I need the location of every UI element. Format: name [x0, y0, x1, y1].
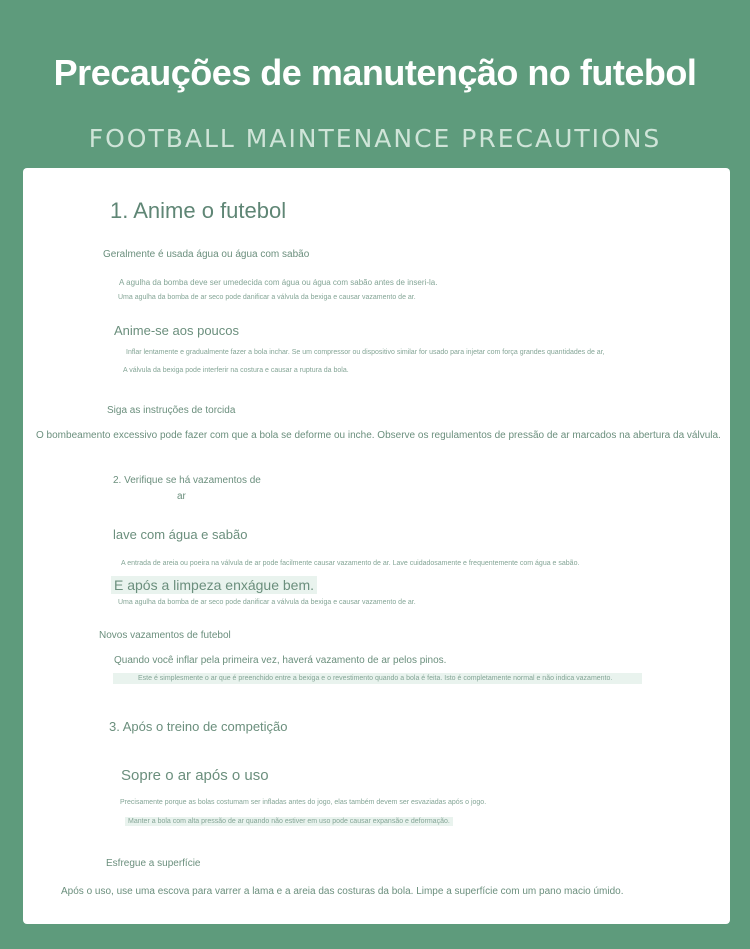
section3-line3: Após o uso, use uma escova para varrer a lama e a areia das costuras da bola. Limpe a superfície com um pano macio úmido.	[61, 886, 624, 897]
section3-heading: 3. Após o treino de competição	[109, 719, 288, 734]
page-subtitle: FOOTBALL MAINTENANCE PRECAUTIONS	[88, 124, 662, 153]
section3-line1: Precisamente porque as bolas costumam ser infladas antes do jogo, elas também devem ser esvaziadas após o jogo.	[120, 799, 487, 806]
section1-sub: Anime-se aos poucos	[114, 323, 240, 338]
section2-line4: Este é simplesmente o ar que é preenchido entre a bexiga e o revestimento quando a bola é feita. Isto é completamente normal e não indica vazamento.	[113, 673, 642, 684]
content-card	[23, 168, 730, 924]
section2-line1: A entrada de areia ou poeira na válvula de ar pode facilmente causar vazamento de ar. Lave cuidadosamente e frequentemente com água e sabão.	[121, 560, 580, 567]
section1-line1: A agulha da bomba deve ser umedecida com água ou água com sabão antes de inseri-la.	[119, 278, 438, 287]
section1-line2: Uma agulha da bomba de ar seco pode danificar a válvula da bexiga e causar vazamento de ar.	[118, 294, 416, 301]
section3-sub: Sopre o ar após o uso	[121, 767, 269, 784]
page-header	[0, 0, 750, 168]
section1-line4: A válvula da bexiga pode interferir na costura e causar a ruptura da bola.	[123, 367, 349, 374]
section1-label-water: Geralmente é usada água ou água com sabão	[103, 249, 310, 260]
section3-label-scrub: Esfregue a superfície	[106, 858, 201, 869]
section2-label-new-leaks: Novos vazamentos de futebol	[99, 630, 231, 641]
page-title: Precauções de manutenção no futebol	[53, 52, 697, 93]
section2-sub-wash: lave com água e sabão	[113, 527, 248, 542]
section2-heading-cont: ar	[177, 491, 186, 502]
section1-line5: O bombeamento excessivo pode fazer com que a bola se deforme ou inche. Observe os regulamentos de pressão de ar marcados na abertura da válvula.	[36, 430, 721, 441]
section1-label-instructions: Siga as instruções de torcida	[107, 405, 236, 416]
section2-heading: 2. Verifique se há vazamentos de	[113, 475, 261, 486]
section1-heading: 1. Anime o futebol	[110, 198, 287, 223]
section2-line2: Uma agulha da bomba de ar seco pode danificar a válvula da bexiga e causar vazamento de ar.	[118, 599, 416, 606]
section1-line3: Inflar lentamente e gradualmente fazer a bola inchar. Se um compressor ou dispositivo similar for usado para injetar com força grandes quantidades de ar,	[126, 349, 605, 356]
section3-line2: Manter a bola com alta pressão de ar quando não estiver em uso pode causar expansão e deformação.	[125, 817, 453, 826]
section2-line3: Quando você inflar pela primeira vez, haverá vazamento de ar pelos pinos.	[114, 655, 447, 666]
section2-sub-rinse: E após a limpeza enxágue bem.	[111, 576, 317, 594]
